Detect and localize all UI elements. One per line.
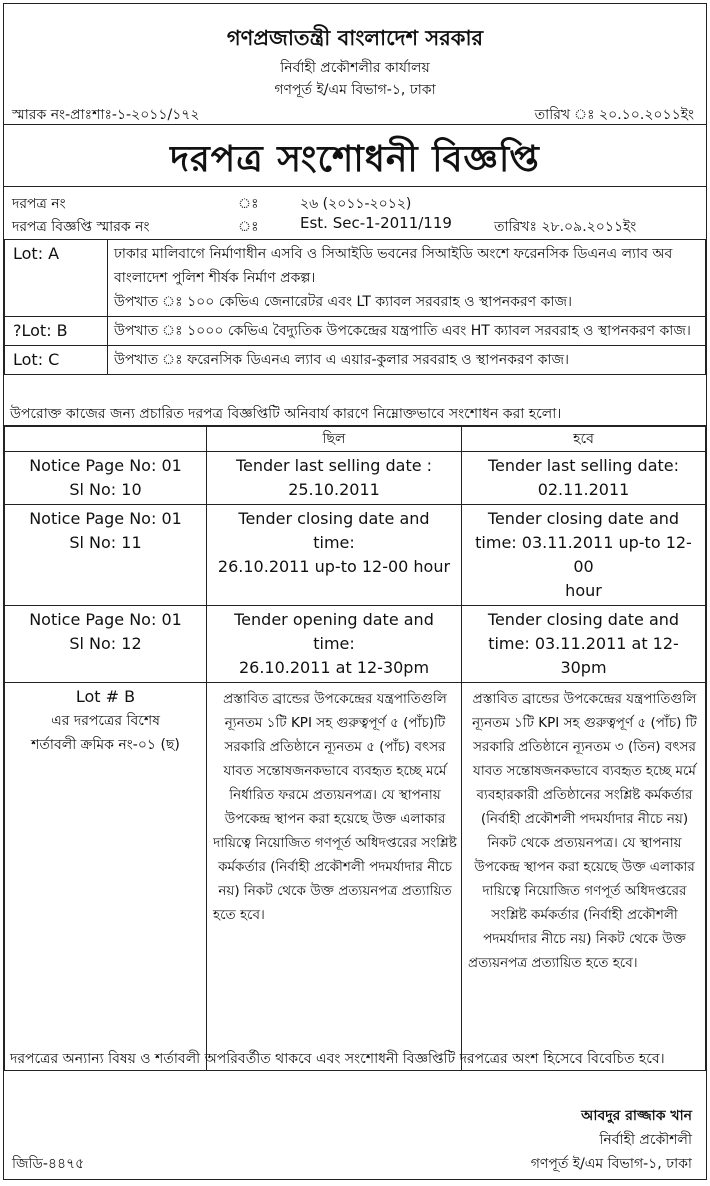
table-row bbox=[5, 683, 706, 1071]
was-line: 26.10.2011 up-to 12-00 hour bbox=[217, 557, 451, 576]
will-be-line: time: 03.11.2011 up-to 12-00 bbox=[475, 533, 692, 576]
lot-line: ঢাকার মালিবাগে নির্মাণাধীন এসবি ও সিআইডি ভবনের সিআইডি অংশে ফরেনসিক ডিএনএ ল্যাব অব বাংলাদেশ পুলিশ শীর্ষক নির্মাণ প্রকল্প। bbox=[114, 246, 673, 286]
will-be-line: 02.11.2011 bbox=[537, 480, 630, 499]
ref-line: শর্তাবলী ক্রমিক নং-০১ (ছ) bbox=[31, 737, 180, 753]
notice-date: তারিখঃ ২৮.০৯.২০১১ইং bbox=[494, 219, 637, 235]
ref-line: Notice Page No: 01 bbox=[29, 610, 182, 629]
was-line: Tender closing date and bbox=[238, 509, 430, 528]
header-cell bbox=[5, 427, 207, 452]
ref-line: এর দরপত্রের বিশেষ bbox=[51, 713, 160, 729]
was-line: Tender opening date and bbox=[234, 610, 434, 629]
header-was: ছিল bbox=[207, 427, 462, 452]
header-will-be: হবে bbox=[462, 427, 706, 452]
division-name: গণপূর্ত ই/এম বিভাগ-১, ঢাকা bbox=[274, 82, 436, 98]
amendment-notice: উপরোক্ত কাজের জন্য প্রচারিত দরপত্র বিজ্ঞপ্তিটি অনিবার্য কারণে নিম্নোক্তভাবে সংশোধন করা হলো। bbox=[4, 403, 706, 426]
will-be-cell bbox=[462, 606, 706, 683]
ref-line: Sl No: 10 bbox=[69, 480, 142, 499]
was-terms: প্রস্তাবিত ব্রান্ডের উপকেন্দ্রের যন্ত্রপাতিগুলি ন্যূনতম ১টি KPI সহ গুরুত্বপূর্ণ ৫ (পাঁচ)টি সরকারি প্রতিষ্ঠানে ন্যূনতম ৫ (পাঁচ) বৎসর যাবত সন্তোষজনকভাবে ব্যবহৃত হচ্ছে মর্মে নির্ধারিত ফরমে প্রত্যয়নপত্র। যে স্থাপনায় উপকেন্দ্র স্থাপন করা হয়েছে উক্ত এলাকার দায়িত্বে নিয়োজিত গণপূর্ত অধিদপ্তরের সংশ্লিষ্ট কর্মকর্তার (নির্বাহী প্রকৌশলী পদমর্যাদার নীচে নয়) নিকট থেকে উক্ত প্রত্যয়নপত্র প্রত্যায়িত হতে হবে। bbox=[207, 683, 462, 1071]
table-row bbox=[5, 240, 706, 317]
divider bbox=[4, 124, 706, 125]
will-be-terms: প্রস্তাবিত ব্রান্ডের উপকেন্দ্রের যন্ত্রপাতিগুলি ন্যূনতম ১টি KPI সহ গুরুত্বপূর্ণ ৫ (পাঁচ) টি সরকারি প্রতিষ্ঠানে ন্যূনতম ৩ (তিন) বৎসর যাবত সন্তোষজনকভাবে ব্যবহৃত হচ্ছে মর্মে ব্যবহারকারী প্রতিষ্ঠানের সংশ্লিষ্ট কর্মকর্তার (নির্বাহী প্রকৌশলী পদমর্যাদার নীচে নয়) নিকট থেকে প্রত্যয়নপত্র। যে স্থাপনায় উপকেন্দ্র স্থাপন করা হয়েছে উক্ত এলাকার দায়িত্বে নিয়োজিত গণপূর্ত অধিদপ্তরের সংশ্লিষ্ট কর্মকর্তার (নির্বাহী প্রকৌশলী পদমর্যাদার নীচে নয়) নিকট থেকে উক্ত প্রত্যয়নপত্র প্রত্যায়িত হতে হবে। bbox=[462, 683, 706, 1071]
ref-cell bbox=[5, 683, 207, 1071]
lot-line: উপখাত ঃ ফরেনসিক ডিএনএ ল্যাব এ এয়ার-কুলার সরবরাহ ও স্থাপনকরণ কাজ। bbox=[114, 352, 569, 368]
will-be-cell bbox=[462, 452, 706, 505]
was-cell bbox=[207, 606, 462, 683]
was-line: time: bbox=[313, 533, 355, 552]
was-line: 26.10.2011 at 12-30pm bbox=[238, 658, 430, 677]
lot-description bbox=[108, 346, 706, 375]
lot-description bbox=[108, 317, 706, 346]
tender-no-value: ২৬ (২০১১-২০১২) bbox=[300, 196, 412, 212]
was-cell bbox=[207, 505, 462, 606]
signature-block bbox=[531, 1104, 692, 1176]
will-be-line: Tender closing date and bbox=[487, 610, 680, 629]
will-be-line: Tender closing date and bbox=[487, 509, 680, 528]
government-title: গণপ্রজাতন্ত্রী বাংলাদেশ সরকার bbox=[226, 26, 484, 50]
lot-line: উপখাত ঃ ১০০০ কেভিএ বৈদ্যুতিক উপকেন্দ্রের যন্ত্রপাতি এবং HT ক্যাবল সরবরাহ ও স্থাপনকরণ কাজ। bbox=[114, 323, 691, 339]
notice-memo-label: দরপত্র বিজ্ঞপ্তি স্মারক নং bbox=[12, 219, 150, 235]
will-be-line: time: 03.11.2011 at 12-30pm bbox=[488, 634, 679, 677]
tender-no-separator: ঃ bbox=[238, 196, 259, 212]
notice-title: দরপত্র সংশোধনী বিজ্ঞপ্তি bbox=[170, 139, 540, 180]
lot-label: Lot: A bbox=[5, 240, 108, 317]
was-line: time: bbox=[313, 634, 355, 653]
ref-cell bbox=[5, 452, 207, 505]
lot-description bbox=[108, 240, 706, 317]
ref-line: Lot # B bbox=[75, 687, 136, 706]
lots-table bbox=[4, 239, 706, 375]
signatory-name: আবদুর রাজ্জাক খান bbox=[581, 1108, 692, 1124]
signatory-designation: নির্বাহী প্রকৌশলী bbox=[599, 1132, 692, 1148]
will-be-line: Tender last selling date: bbox=[487, 456, 679, 475]
divider bbox=[4, 186, 706, 187]
notice-memo-separator: ঃ bbox=[238, 219, 259, 235]
office-name: নির্বাহী প্রকৌশলীর কার্যালয় bbox=[280, 60, 430, 76]
was-line: Tender last selling date : bbox=[235, 456, 433, 475]
table-row bbox=[5, 606, 706, 683]
ref-cell bbox=[5, 606, 207, 683]
ref-line: Notice Page No: 01 bbox=[29, 509, 182, 528]
will-be-cell bbox=[462, 505, 706, 606]
ref-cell bbox=[5, 505, 207, 606]
lot-label: ?Lot: B bbox=[5, 317, 108, 346]
table-row bbox=[5, 505, 706, 606]
memo-date: তারিখ ঃ ২০.১০.২০১১ইং bbox=[534, 107, 694, 123]
signatory-office: গণপূর্ত ই/এম বিভাগ-১, ঢাকা bbox=[530, 1156, 692, 1172]
will-be-line: hour bbox=[565, 581, 602, 600]
was-cell bbox=[207, 452, 462, 505]
ref-line: Sl No: 11 bbox=[69, 533, 142, 552]
gd-number: জিডি-৪৪৭৫ bbox=[12, 1156, 85, 1172]
table-header-row bbox=[5, 427, 706, 452]
table-row bbox=[5, 346, 706, 375]
changes-table bbox=[4, 426, 706, 1071]
table-row bbox=[5, 317, 706, 346]
memo-number: স্মারক নং-প্রাঃশাঃ-১-২০১১/১৭২ bbox=[12, 107, 200, 123]
ref-line: Notice Page No: 01 bbox=[29, 456, 182, 475]
ref-line: Sl No: 12 bbox=[69, 634, 142, 653]
notice-memo-value: Est. Sec-1-2011/119 bbox=[300, 214, 452, 232]
tender-no-label: দরপত্র নং bbox=[12, 196, 66, 212]
was-line: 25.10.2011 bbox=[288, 480, 380, 499]
tender-notice-page bbox=[3, 3, 707, 1180]
lot-line: উপখাত ঃ ১০০ কেভিএ জেনারেটর এবং LT ক্যাবল সরবরাহ ও স্থাপনকরণ কাজ। bbox=[114, 294, 572, 310]
footer-note: দরপত্রের অন্যান্য বিষয় ও শর্তাবলী অপরিবর্তীত থাকবে এবং সংশোধনী বিজ্ঞপ্তিটি দরপত্রের অংশ হিসেবে বিবেচিত হবে। bbox=[10, 1051, 665, 1067]
lot-label: Lot: C bbox=[5, 346, 108, 375]
table-row bbox=[5, 452, 706, 505]
